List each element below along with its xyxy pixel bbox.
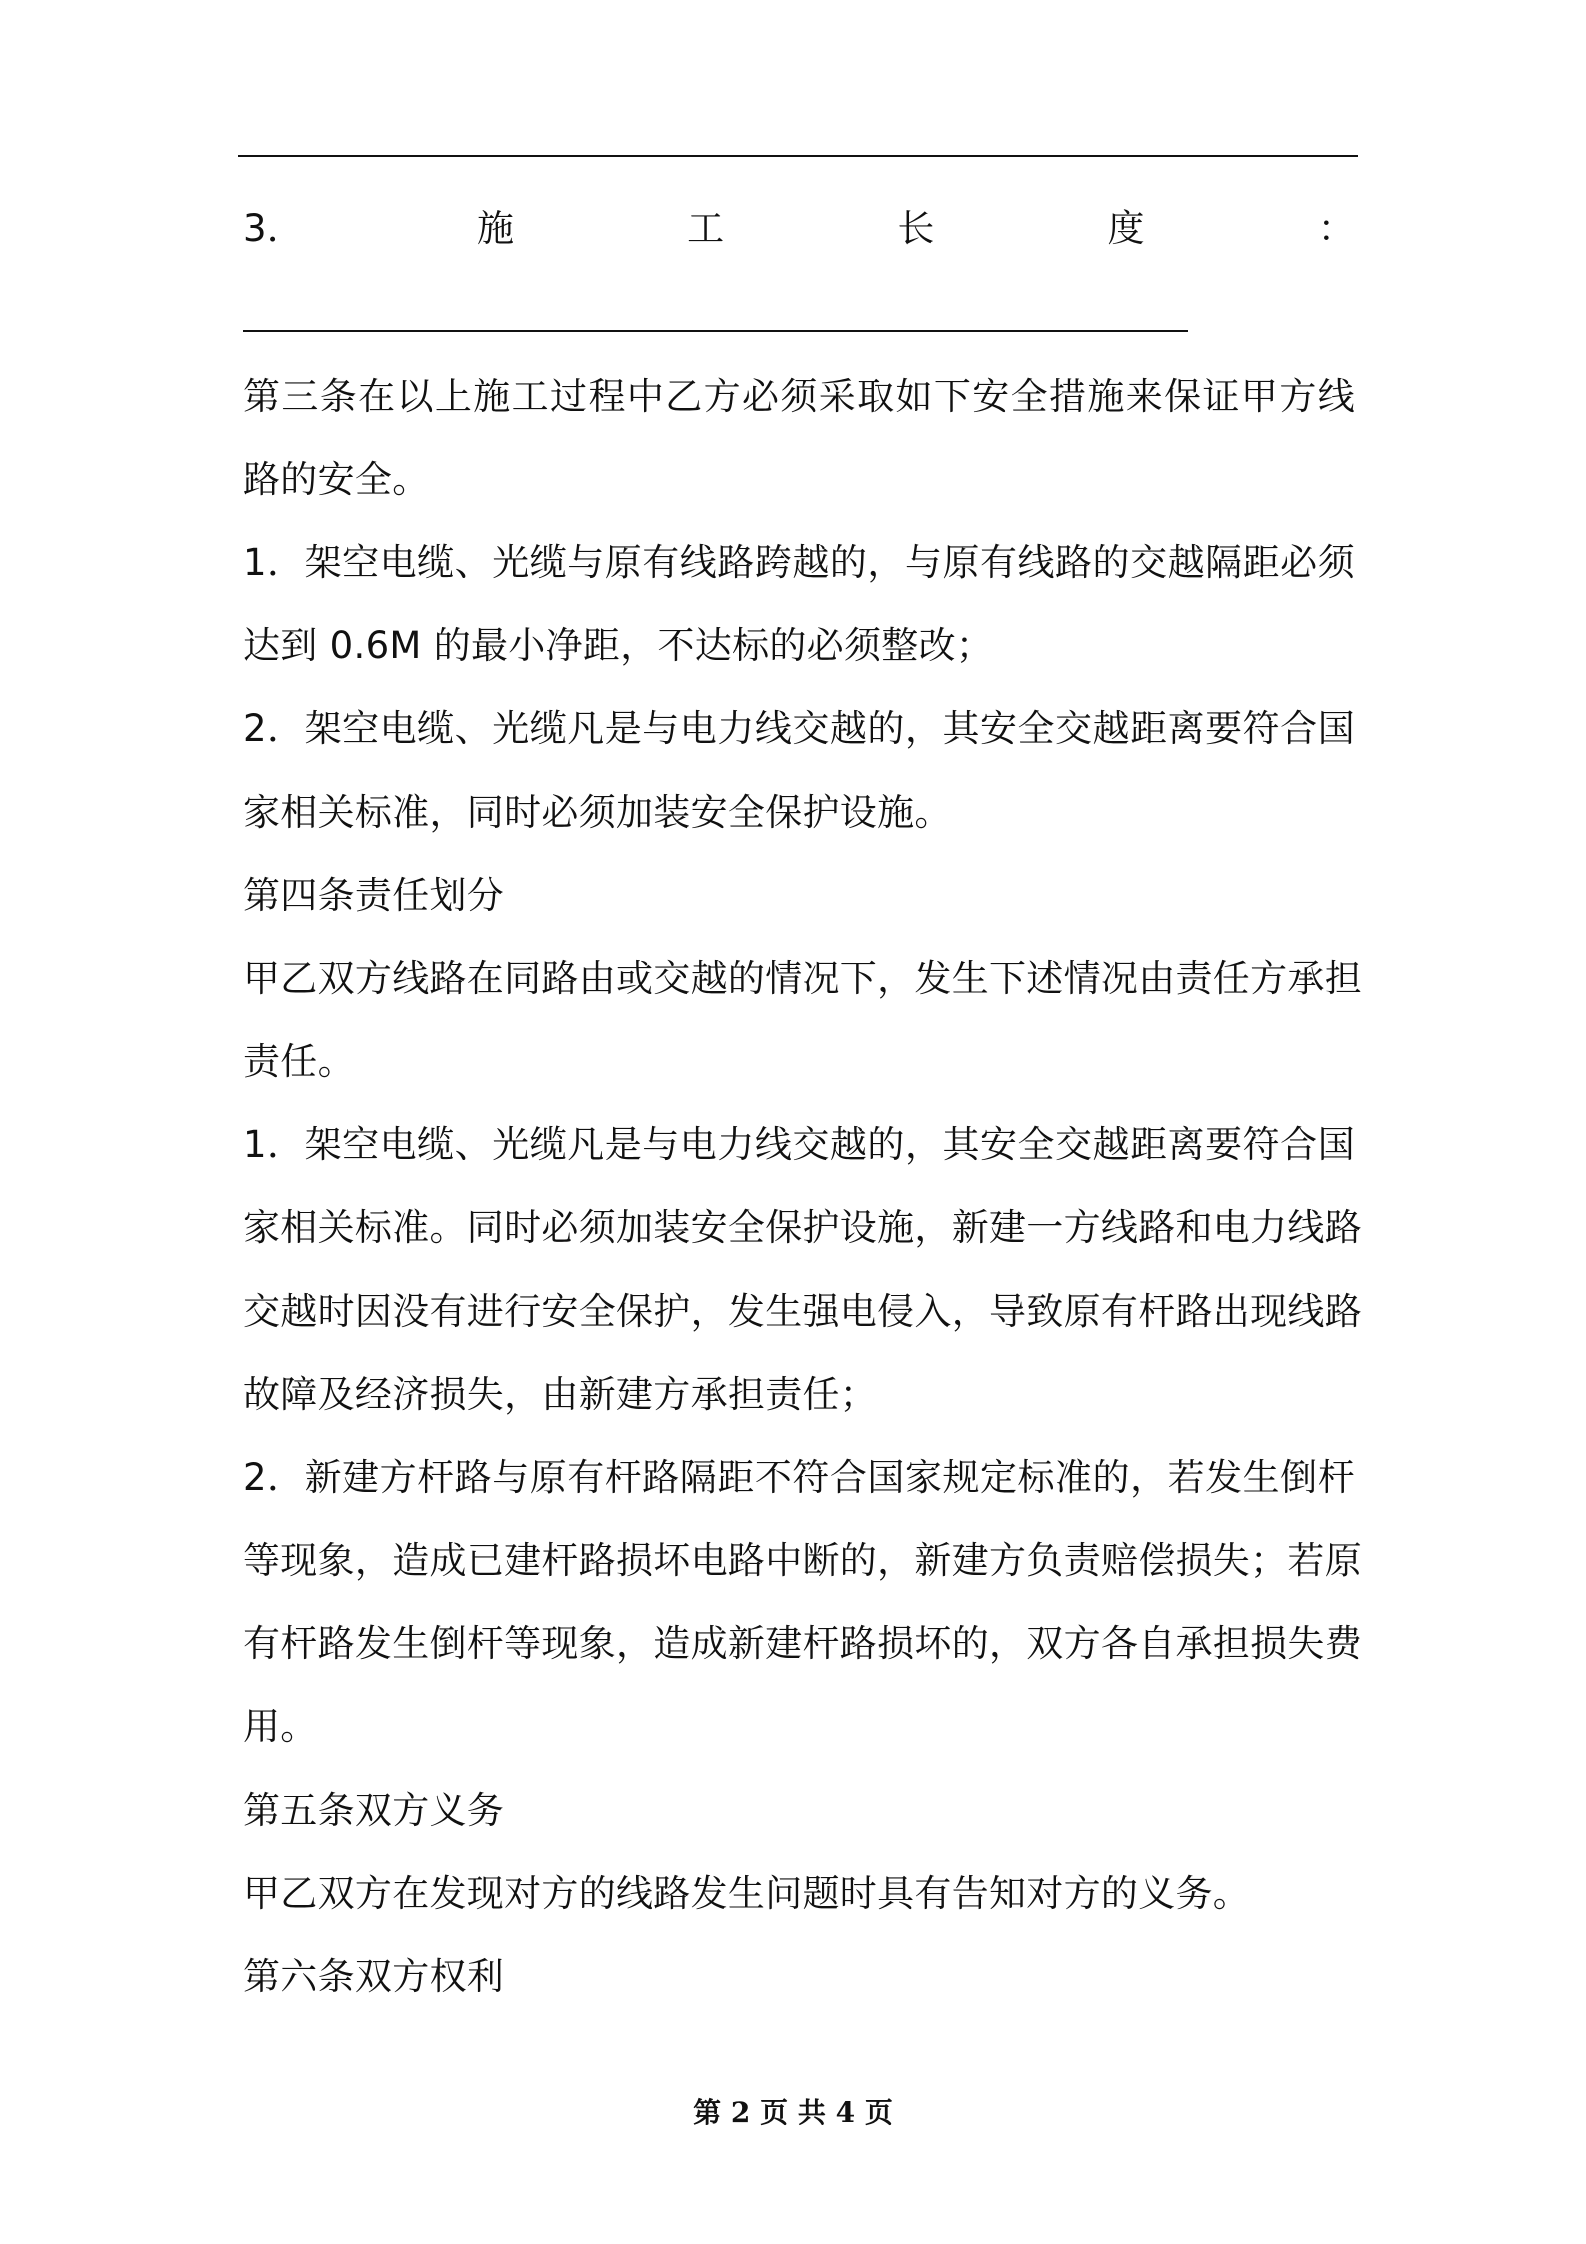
- heading-char-4: 度: [1107, 207, 1145, 250]
- text-line: 路的安全。: [243, 458, 430, 501]
- text-line: 责任。: [243, 1040, 355, 1083]
- text-line: 用。: [243, 1705, 318, 1748]
- text-line: 故障及经济损失，由新建方承担责任；: [243, 1373, 878, 1416]
- text-line: 1．架空电缆、光缆凡是与电力线交越的，其安全交越距离要符合国: [243, 1123, 1355, 1166]
- header-rule: [238, 155, 1358, 157]
- heading-char-1: 施: [477, 207, 515, 250]
- text-line: 2．新建方杆路与原有杆路隔距不符合国家规定标准的，若发生倒杆: [243, 1456, 1355, 1499]
- text-line: 2．架空电缆、光缆凡是与电力线交越的，其安全交越距离要符合国: [243, 707, 1355, 750]
- text-line: 交越时因没有进行安全保护，发生强电侵入，导致原有杆路出现线路: [243, 1290, 1362, 1333]
- construction-length-heading: [243, 206, 1355, 252]
- heading-colon: ：: [1317, 207, 1355, 250]
- heading-char-2: 工: [687, 207, 725, 250]
- section-heading: 第四条责任划分: [243, 874, 505, 917]
- heading-char-3: 长: [897, 207, 935, 250]
- text-line: 甲乙双方在发现对方的线路发生问题时具有告知对方的义务。: [243, 1872, 1251, 1915]
- text-line: 甲乙双方线路在同路由或交越的情况下，发生下述情况由责任方承担: [243, 957, 1362, 1000]
- text-line: 1．架空电缆、光缆与原有线路跨越的，与原有线路的交越隔距必须: [243, 541, 1355, 584]
- item-number: 3．: [243, 207, 305, 250]
- section-heading: 第六条双方权利: [243, 1955, 505, 1998]
- text-line: 有杆路发生倒杆等现象，造成新建杆路损坏的，双方各自承担损失费: [243, 1622, 1362, 1665]
- fill-in-blank-line: [243, 330, 1188, 332]
- text-line: 家相关标准。同时必须加装安全保护设施，新建一方线路和电力线路: [243, 1206, 1362, 1249]
- text-line: 等现象，造成已建杆路损坏电路中断的，新建方负责赔偿损失；若原: [243, 1539, 1362, 1582]
- text-line: 家相关标准，同时必须加装安全保护设施。: [243, 791, 952, 834]
- page-footer: 第 2 页 共 4 页: [693, 2096, 893, 2129]
- section-heading: 第五条双方义务: [243, 1789, 505, 1832]
- text-line: 第三条在以上施工过程中乙方必须采取如下安全措施来保证甲方线: [243, 375, 1355, 418]
- text-line: 达到 0.6M 的最小净距，不达标的必须整改；: [243, 624, 994, 667]
